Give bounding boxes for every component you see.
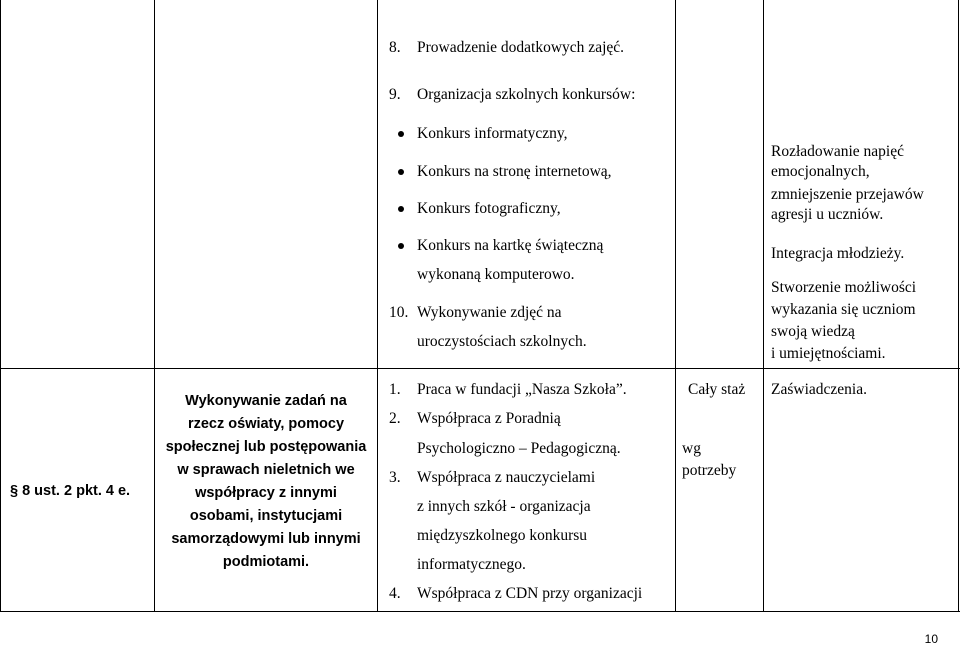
task-description [155,390,377,574]
item-10-continued: uroczystościach szkolnych. [417,333,587,350]
table-border-left [0,0,1,612]
activity-2-number: 2. [389,410,401,427]
task-line: w sprawach nieletnich we [177,462,355,478]
item-10-text: Wykonywanie zdjęć na [417,304,562,321]
time-as-needed-1: wg [682,440,701,457]
effect-3-line-1: Stworzenie możliwości [771,279,917,296]
activity-3-continued-3: informatycznego. [417,556,526,573]
time-whole-period: Cały staż [688,381,746,398]
effect-3-line-2: wykazania się uczniom [771,301,916,318]
item-9-text: Organizacja szkolnych konkursów: [417,86,636,103]
item-10-number: 10. [389,304,409,321]
bullet-icon [398,206,404,212]
task-line: Wykonywanie zadań na [185,393,347,409]
activity-3-text: Współpraca z nauczycielami [417,469,596,486]
item-8-number: 8. [389,39,401,56]
bullet-item-2: Konkurs na stronę internetową, [417,163,612,180]
time-as-needed-2: potrzeby [682,462,737,479]
item-8-text: Prowadzenie dodatkowych zajęć. [417,39,625,56]
effect-1-line-2: emocjonalnych, [771,163,870,180]
evidence-certificates: Zaświadczenia. [771,381,867,398]
item-9-number: 9. [389,86,401,103]
bullet-item-3: Konkurs fotograficzny, [417,200,561,217]
bullet-icon [398,169,404,175]
table-border-top-row-bottom [0,368,960,369]
table-col-divider-2 [377,0,378,612]
regulation-reference: § 8 ust. 2 pkt. 4 e. [10,483,131,499]
table-border-bottom [0,611,960,612]
bullet-item-4-continued: wykonaną komputerowo. [417,266,575,283]
effect-3-line-3: swoją wiedzą [771,323,855,340]
table-col-divider-4 [763,0,764,612]
activity-3-continued-1: z innych szkół - organizacja [417,498,591,515]
effect-1-line-3: zmniejszenie przejawów [771,186,924,203]
activity-3-number: 3. [389,469,401,486]
activity-4-number: 4. [389,585,401,602]
activity-2-text: Współpraca z Poradnią [417,410,561,427]
task-line: społecznej lub postępowania [165,439,367,455]
task-line: podmiotami. [222,554,310,570]
effect-1-line-4: agresji u uczniów. [771,206,884,223]
effect-1-line-1: Rozładowanie napięć [771,143,904,160]
task-line: samorządowymi lub innymi [171,531,361,547]
activity-3-continued-2: międzyszkolnego konkursu [417,527,588,544]
activity-4-text: Współpraca z CDN przy organizacji [417,585,643,602]
activity-1-text: Praca w fundacji „Nasza Szkoła”. [417,381,627,398]
bullet-icon [398,131,404,137]
task-line: rzecz oświaty, pomocy [187,416,345,432]
table-border-right [958,0,959,612]
activity-1-number: 1. [389,381,401,398]
task-line: współpracy z innymi [195,485,337,501]
effect-2: Integracja młodzieży. [771,245,905,262]
bullet-item-4: Konkurs na kartkę świąteczną [417,237,604,254]
effect-3-line-4: i umiejętnościami. [771,345,886,362]
bullet-item-1: Konkurs informatyczny, [417,125,568,142]
table-col-divider-3 [675,0,676,612]
task-line: osobami, instytucjami [189,508,343,524]
page-number: 10 [924,632,938,646]
bullet-icon [398,243,404,249]
activity-2-continued: Psychologiczno – Pedagogiczną. [417,440,621,457]
